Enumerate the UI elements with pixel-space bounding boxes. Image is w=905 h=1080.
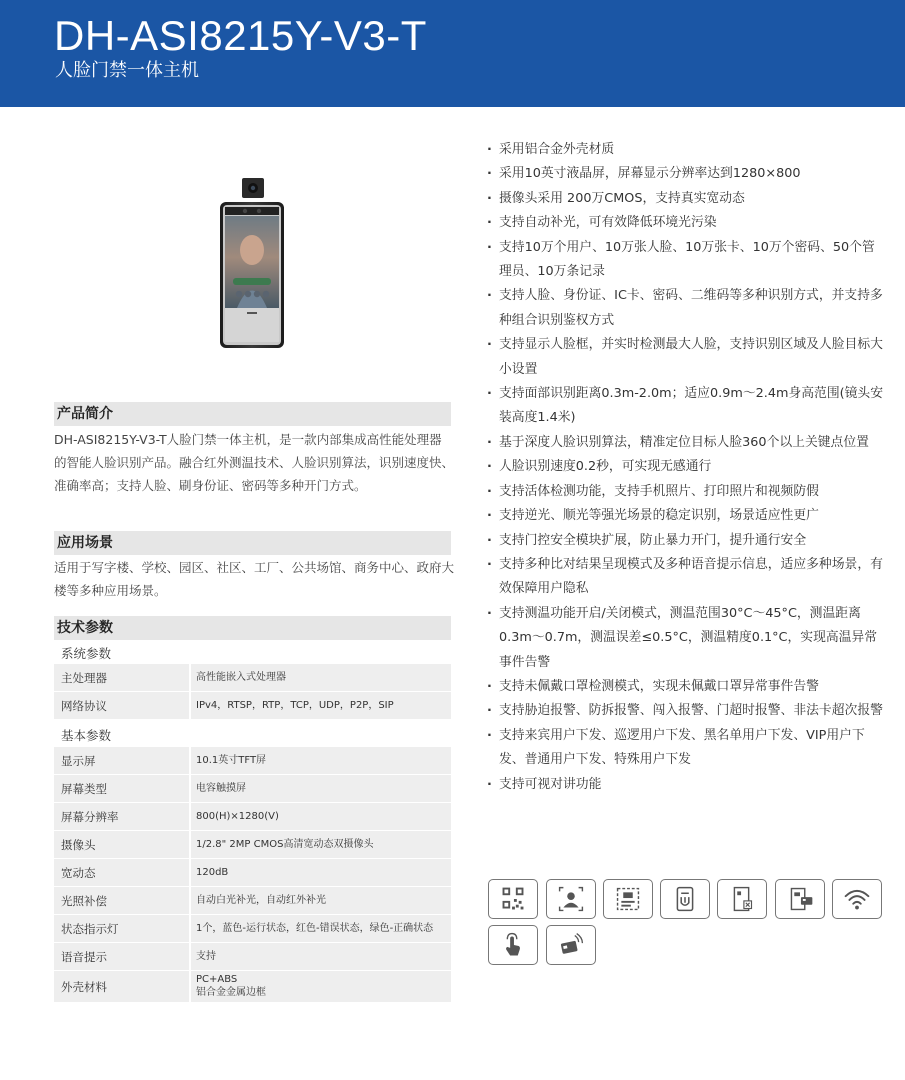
spec-value: PC+ABS xyxy=(196,974,238,985)
feature-item: · 摄像头采用 200万CMOS，支持真实宽动态 xyxy=(487,187,887,211)
card-reader-icon xyxy=(717,879,767,919)
scenario-text: 适用于写字楼、学校、园区、社区、工厂、公共场馆、商务中心、政府大楼等多种应用场景。 xyxy=(54,560,455,598)
product-model: DH-ASI8215Y-V3-T xyxy=(54,12,427,59)
spec-row-housing xyxy=(54,971,451,1002)
spec-row-illumination xyxy=(54,887,451,914)
feature-item: · 支持未佩戴口罩检测模式，实现未佩戴口罩异常事件告警 xyxy=(487,675,887,699)
spec-row-processor xyxy=(54,664,451,691)
feature-item: · 基于深度人脸识别算法，精准定位目标人脸360个以上关键点位置 xyxy=(487,431,887,455)
product-subtitle: 人脸门禁一体主机 xyxy=(55,60,199,81)
touch-icon xyxy=(488,925,538,965)
spec-label: 屏幕类型 xyxy=(61,782,107,796)
intro-title: 产品简介 xyxy=(57,406,113,422)
spec-label: 外壳材料 xyxy=(61,980,107,994)
spec-label: 宽动态 xyxy=(61,866,96,880)
header-banner xyxy=(0,0,905,107)
feature-item: · 采用铝合金外壳材质 xyxy=(487,138,887,162)
spec-label: 光照补偿 xyxy=(61,894,107,908)
basic-params-label: 基本参数 xyxy=(61,728,112,743)
spec-label: 语音提示 xyxy=(61,950,107,964)
intro-heading xyxy=(54,402,451,426)
feature-list xyxy=(487,138,887,797)
feature-item: · 支持显示人脸框，并实时检测最大人脸，支持识别区域及人脸目标大小设置 xyxy=(487,333,887,382)
spec-divider xyxy=(189,915,191,942)
spec-value: 120dB xyxy=(196,867,229,878)
spec-row-wdr xyxy=(54,859,451,886)
spec-divider xyxy=(189,775,191,802)
spec-divider xyxy=(189,803,191,830)
id-card-icon xyxy=(603,879,653,919)
card-swipe-icon xyxy=(775,879,825,919)
spec-row-voice xyxy=(54,943,451,970)
feature-item: · 人脸识别速度0.2秒，可实现无感通行 xyxy=(487,455,887,479)
spec-row-camera xyxy=(54,831,451,858)
scenario-heading xyxy=(54,531,451,555)
spec-value: 铝合金金属边框 xyxy=(196,987,266,998)
spec-row-screen-type xyxy=(54,775,451,802)
spec-divider xyxy=(189,664,191,691)
face-recognition-icon xyxy=(546,879,596,919)
contactless-card-icon xyxy=(546,925,596,965)
specs-title: 技术参数 xyxy=(57,620,113,636)
fingerprint-icon xyxy=(660,879,710,919)
feature-item: · 采用10英寸液晶屏，屏幕显示分辨率达到1280×800 xyxy=(487,162,887,186)
spec-label: 主处理器 xyxy=(61,671,107,685)
spec-value: 自动白光补光，自动红外补光 xyxy=(196,895,326,906)
spec-divider xyxy=(189,747,191,774)
spec-row-indicator xyxy=(54,915,451,942)
spec-divider xyxy=(189,692,191,719)
spec-value: 800(H)×1280(V) xyxy=(196,811,279,822)
feature-item: · 支持面部识别距离0.3m-2.0m；适应0.9m～2.4m身高范围(镜头安装高度1.4米) xyxy=(487,382,887,431)
spec-row-display xyxy=(54,747,451,774)
qr-code-icon xyxy=(488,879,538,919)
spec-divider xyxy=(189,971,191,1002)
intro-text: DH-ASI8215Y-V3-T人脸门禁一体主机，是一款内部集成高性能处理器的智能人脸识别产品。融合红外测温技术、人脸识别算法，识别速度快、准确率高；支持人脸、刷身份证、密码等多种开门方式。 xyxy=(54,432,455,493)
feature-item: · 支持可视对讲功能 xyxy=(487,773,887,797)
feature-item: · 支持胁迫报警、防拆报警、闯入报警、门超时报警、非法卡超次报警 xyxy=(487,699,887,723)
feature-item: · 支持门控安全模块扩展，防止暴力开门，提升通行安全 xyxy=(487,529,887,553)
feature-item: · 支持人脸、身份证、IC卡、密码、二维码等多种识别方式，并支持多种组合识别鉴权方式 xyxy=(487,284,887,333)
spec-value: 高性能嵌入式处理器 xyxy=(196,672,286,683)
feature-item: · 支持10万个用户、10万张人脸、10万张卡、10万个密码、50个管理员、10万条记录 xyxy=(487,236,887,285)
system-params-label: 系统参数 xyxy=(61,646,112,661)
feature-item: · 支持逆光、顺光等强光场景的稳定识别，场景适应性更广 xyxy=(487,504,887,528)
spec-label: 显示屏 xyxy=(61,754,96,768)
feature-item: · 支持自动补光，可有效降低环境光污染 xyxy=(487,211,887,235)
spec-value: 支持 xyxy=(196,951,216,962)
spec-divider xyxy=(189,887,191,914)
feature-item: · 支持多种比对结果呈现模式及多种语音提示信息，适应多种场景，有效保障用户隐私 xyxy=(487,553,887,602)
spec-value: 1个，蓝色-运行状态，红色-错误状态，绿色-正确状态 xyxy=(196,923,434,934)
spec-value: 电容触摸屏 xyxy=(196,783,246,794)
spec-label: 网络协议 xyxy=(61,699,107,713)
feature-item: · 支持测温功能开启/关闭模式，测温范围30°C～45°C，测温距离0.3m～0.7m，测温误差≤0.5°C，测温精度0.1°C，实现高温异常事件告警 xyxy=(487,602,887,675)
spec-divider xyxy=(189,831,191,858)
device-image xyxy=(215,178,289,348)
feature-item: · 支持来宾用户下发、巡逻用户下发、黑名单用户下发、VIP用户下发、普通用户下发、特殊用户下发 xyxy=(487,724,887,773)
spec-row-network xyxy=(54,692,451,719)
specs-heading xyxy=(54,616,451,640)
spec-value: IPv4，RTSP，RTP，TCP，UDP，P2P，SIP xyxy=(196,700,394,711)
feature-item: · 支持活体检测功能，支持手机照片、打印照片和视频防假 xyxy=(487,480,887,504)
spec-label: 摄像头 xyxy=(61,838,96,852)
spec-divider xyxy=(189,859,191,886)
spec-value: 10.1英寸TFT屏 xyxy=(196,755,267,766)
wifi-icon xyxy=(832,879,882,919)
spec-label: 屏幕分辨率 xyxy=(61,810,119,824)
spec-label: 状态指示灯 xyxy=(61,922,119,936)
spec-value: 1/2.8" 2MP CMOS高清宽动态双摄像头 xyxy=(196,839,374,850)
scenario-title: 应用场景 xyxy=(57,535,113,551)
spec-row-resolution xyxy=(54,803,451,830)
spec-divider xyxy=(189,943,191,970)
